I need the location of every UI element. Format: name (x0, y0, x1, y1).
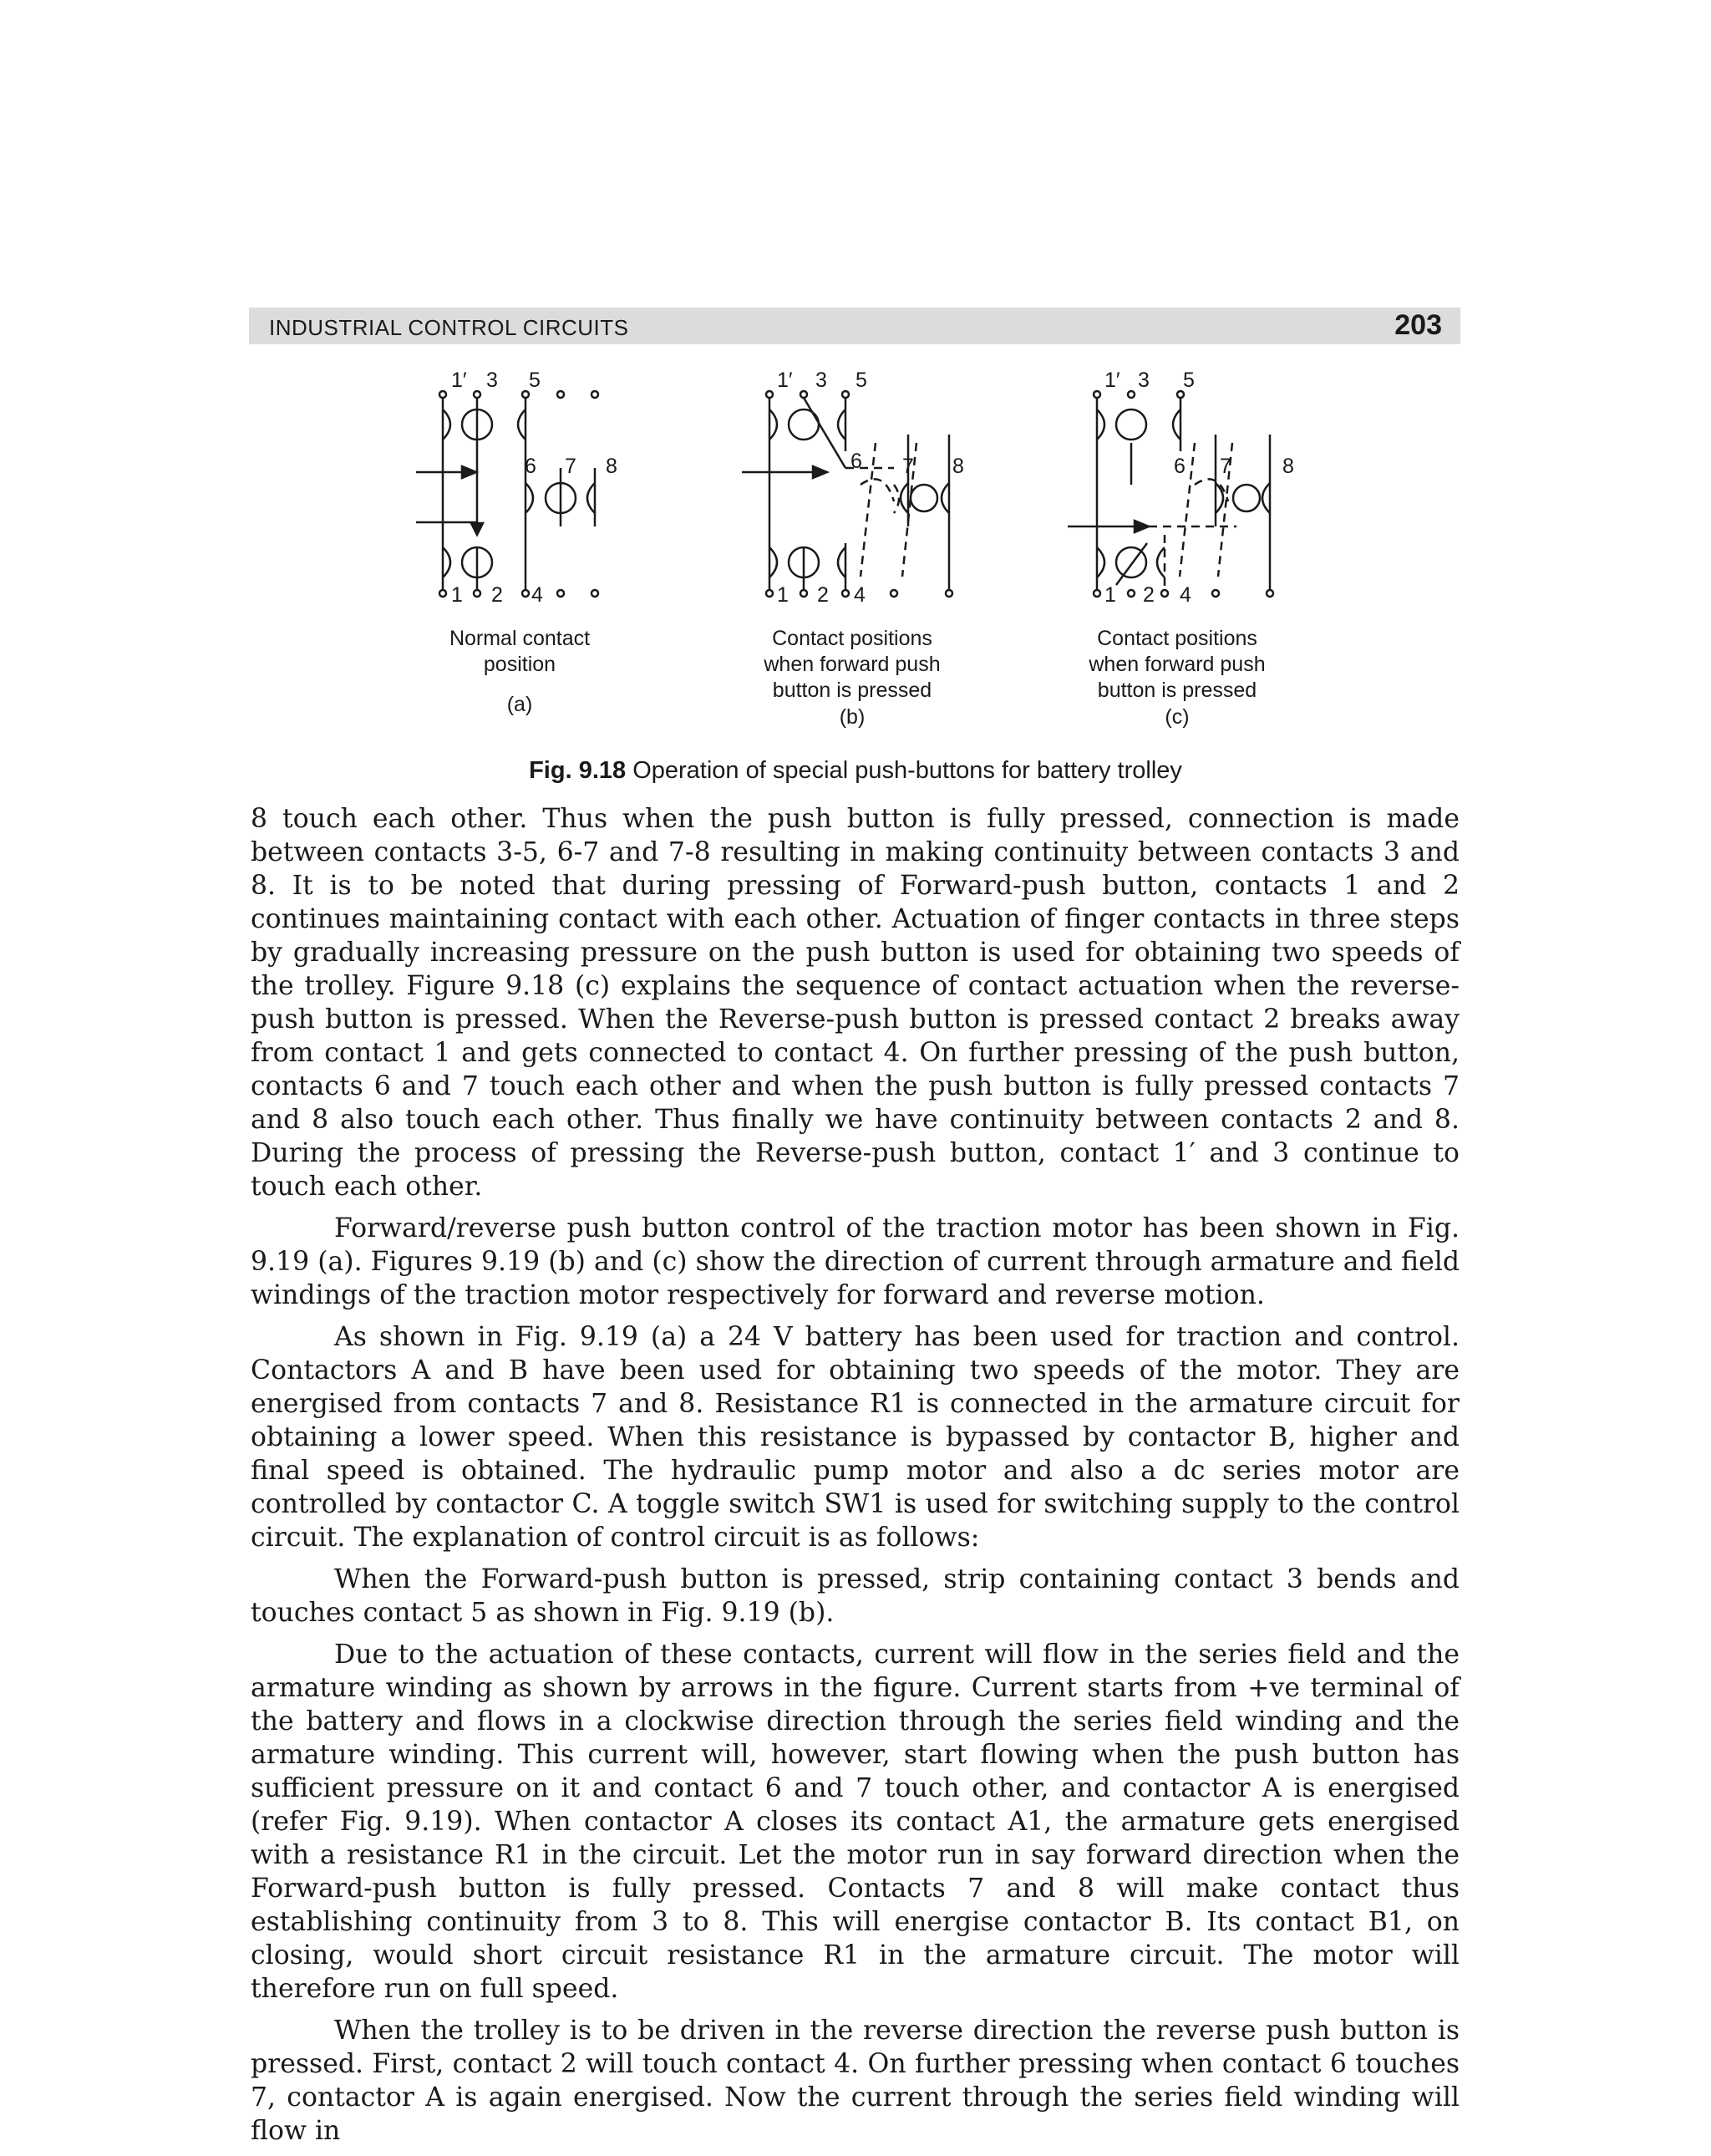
panel-c-mid-label-3: 8 (1282, 455, 1294, 478)
panel-a-bottom-label-2: 2 (491, 583, 503, 607)
panel-a-top-label-2: 3 (486, 369, 498, 392)
paragraph-4: When the Forward-push button is pressed, strip containing contact 3 bends and touches contact 5 as shown in Fig. 9.19 (b). (251, 1564, 1460, 1628)
paragraph-5: Due to the actuation of these contacts, current will flow in the series field and the armature winding as shown by arrows in the figure. Current starts from +ve terminal of the battery and flows in a clockwise direction through the series field winding and the armature winding. This current will, however, start flowing when the push button has sufficient pressure on it and contact 6 and 7 touch other, and contactor A is energised (refer Fig. 9.19). When contactor A closes its contact A1, the armature gets energised with a resistance R1 in the circuit. Let the motor run in say forward direction when the Forward-push button is fully pressed. Contacts 7 and 8 will make contact thus establishing continuity from 3 to 8. This will energise contactor B. Its contact B1, on closing, would short circuit resistance R1 in the armature circuit. The motor will therefore run on full speed. (251, 1640, 1460, 2004)
body-text (251, 802, 1460, 2156)
paragraph-1: 8 touch each other. Thus when the push button is fully pressed, connection is made between contacts 3-5, 6-7 and 7-8 resulting in making continuity between contacts 3 and 8. It is to be noted that during pressing of Forward-push button, contacts 1 and 2 continues maintaining contact with each other. Actuation of finger contacts in three steps by gradually increasing pressure on the push button is used for obtaining two speeds of the trolley. Figure 9.18 (c) explains the sequence of contact actuation when the reverse-push button is pressed. When the Reverse-push button is pressed contact 2 breaks away from contact 1 and gets connected to contact 4. On further pressing of the push button, contacts 6 and 7 touch each other and when the push button is fully pressed contacts 7 and 8 also touch each other. Thus finally we have continuity between contacts 2 and 8. During the process of pressing the Reverse-push button, contact 1′ and 3 continue to touch each other. (251, 804, 1460, 1202)
panel-c-mid-label-2: 7 (1220, 455, 1231, 478)
panel-b-bottom-label-3: 4 (854, 583, 866, 607)
panel-a-bottom-label-1: 1 (451, 583, 463, 607)
panel-c-tag: (c) (1165, 705, 1190, 729)
figure-caption-label: Fig. 9.18 (529, 757, 627, 784)
panel-b-mid-label-2: 7 (902, 455, 914, 478)
panel-b-mid-label-1: 6 (850, 450, 862, 473)
figure-caption (0, 757, 1711, 785)
paragraph-2: Forward/reverse push button control of the traction motor has been shown in Fig. 9.19 (a). Figures 9.19 (b) and (c) show the direction of current through armature and field windings of the traction motor respectively for forward and reverse motion. (251, 1213, 1460, 1310)
panel-c-diagram (1068, 391, 1273, 597)
panel-b-top-label-1: 1′ (777, 369, 793, 392)
paragraph-6: When the trolley is to be driven in the reverse direction the reverse push button is pressed. First, contact 2 will touch contact 4. On further pressing when contact 6 touches 7, contactor A is again energised. Now the current through the series field winding will flow in (251, 2016, 1460, 2146)
panel-c-bottom-label-2: 2 (1143, 583, 1155, 607)
panel-c-bottom-label-1: 1 (1104, 583, 1116, 607)
panel-a-mid-label-3: 8 (606, 455, 617, 478)
panel-a-bottom-label-3: 4 (531, 583, 543, 607)
panel-a-top-label-1: 1′ (451, 369, 467, 392)
paragraph-3: As shown in Fig. 9.19 (a) a 24 V battery has been used for traction and control. Contactors A and B have been used for obtaining two speeds of the motor. They are energised from contacts 7 and 8. Resistance R1 is connected in the armature circuit for obtaining a lower speed. When this resistance is bypassed by contactor B, higher and final speed is obtained. The hydraulic pump motor and also a dc series motor are controlled by contactor C. A toggle switch SW1 is used for switching supply to the control circuit. The explanation of control circuit is as follows: (251, 1322, 1460, 1553)
panel-c-top-label-2: 3 (1138, 369, 1150, 392)
panel-a-tag: (a) (506, 693, 533, 716)
panel-a-caption-line-2: position (483, 653, 556, 676)
panel-c-mid-label-1: 6 (1174, 455, 1186, 478)
panel-a-caption-line-1: Normal contact (449, 627, 591, 650)
panel-c-top-label-3: 5 (1183, 369, 1195, 392)
figure-caption-text: Operation of special push-buttons for battery trolley (632, 757, 1182, 784)
page-number: 203 (1394, 309, 1442, 341)
running-title: INDUSTRIAL CONTROL CIRCUITS (269, 315, 629, 340)
figure-9-18 (0, 0, 1711, 752)
panel-b-bottom-label-1: 1 (777, 583, 789, 607)
panel-b-caption-line-2: when forward push (764, 653, 941, 676)
panel-b-mid-label-3: 8 (952, 455, 964, 478)
panel-b-caption-line-3: button is pressed (772, 679, 932, 702)
panel-b-top-label-3: 5 (856, 369, 867, 392)
panel-c-caption-line-3: button is pressed (1097, 679, 1257, 702)
panel-a-top-label-3: 5 (529, 369, 541, 392)
panel-a-mid-label-1: 6 (525, 455, 536, 478)
panel-c-bottom-label-3: 4 (1180, 583, 1191, 607)
panel-c-top-label-1: 1′ (1104, 369, 1120, 392)
panel-b-caption-line-1: Contact positions (772, 627, 932, 650)
panel-b-top-label-2: 3 (815, 369, 827, 392)
panel-c-caption-line-2: when forward push (1089, 653, 1266, 676)
panel-c-caption-line-1: Contact positions (1097, 627, 1257, 650)
panel-b-tag: (b) (839, 705, 866, 729)
panel-b-bottom-label-2: 2 (817, 583, 829, 607)
panel-a-diagram (416, 391, 598, 597)
panel-b-diagram (742, 391, 952, 597)
panel-a-mid-label-2: 7 (565, 455, 576, 478)
